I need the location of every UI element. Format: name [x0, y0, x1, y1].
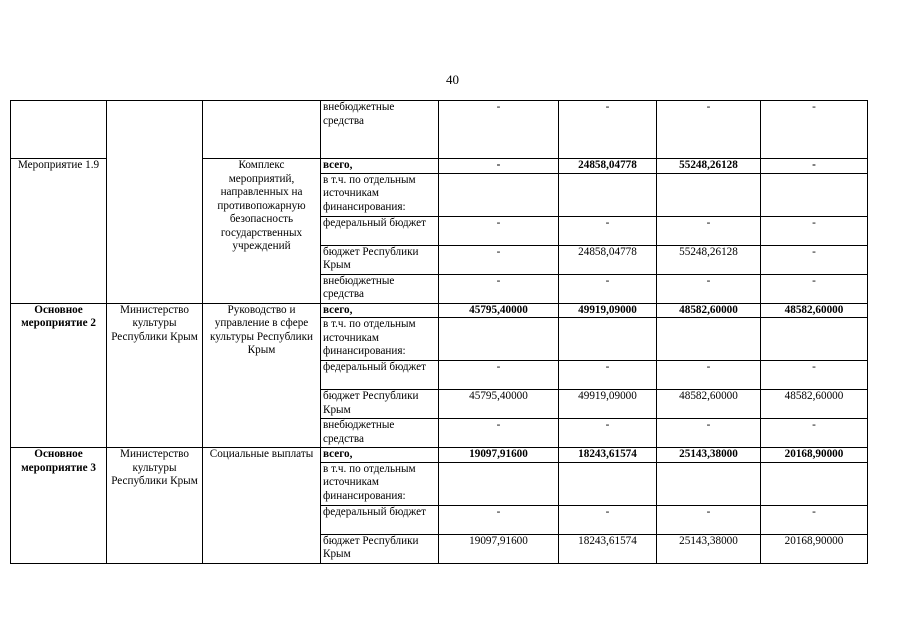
- source-cell: в т.ч. по отдельным источникам финансирования:: [321, 318, 439, 361]
- value-cell: 48582,60000: [657, 390, 761, 419]
- source-cell: всего,: [321, 303, 439, 318]
- source-cell: бюджет Республики Крым: [321, 534, 439, 563]
- value-cell: -: [657, 101, 761, 159]
- value-cell: [657, 318, 761, 361]
- source-cell: внебюджетные средства: [321, 274, 439, 303]
- description-cell: [203, 101, 321, 159]
- value-cell: -: [439, 361, 559, 390]
- source-cell: федеральный бюджет: [321, 216, 439, 245]
- event-name-cell: Мероприятие 1.9: [11, 159, 107, 304]
- value-cell: -: [439, 101, 559, 159]
- source-cell: всего,: [321, 448, 439, 463]
- source-cell: внебюджетные средства: [321, 419, 439, 448]
- value-cell: -: [559, 419, 657, 448]
- value-cell: 48582,60000: [657, 303, 761, 318]
- table-row: [11, 101, 868, 159]
- value-cell: 45795,40000: [439, 303, 559, 318]
- source-cell: бюджет Республики Крым: [321, 245, 439, 274]
- source-cell: федеральный бюджет: [321, 361, 439, 390]
- value-cell: 20168,90000: [761, 448, 868, 463]
- table-row: [11, 448, 868, 463]
- value-cell: 20168,90000: [761, 534, 868, 563]
- value-cell: [657, 462, 761, 505]
- value-cell: -: [657, 216, 761, 245]
- value-cell: -: [559, 505, 657, 534]
- value-cell: -: [761, 216, 868, 245]
- value-cell: -: [439, 419, 559, 448]
- value-cell: 48582,60000: [761, 303, 868, 318]
- value-cell: -: [657, 419, 761, 448]
- executor-cell: Министерство культуры Республики Крым: [107, 303, 203, 448]
- value-cell: -: [559, 101, 657, 159]
- value-cell: [559, 173, 657, 216]
- value-cell: [439, 462, 559, 505]
- value-cell: 55248,26128: [657, 159, 761, 174]
- value-cell: -: [761, 361, 868, 390]
- value-cell: [439, 173, 559, 216]
- value-cell: -: [761, 101, 868, 159]
- value-cell: 24858,04778: [559, 245, 657, 274]
- value-cell: -: [559, 361, 657, 390]
- event-name-cell: Основное мероприятие 2: [11, 303, 107, 448]
- value-cell: -: [439, 159, 559, 174]
- page-number: 40: [446, 72, 459, 87]
- value-cell: -: [657, 274, 761, 303]
- value-cell: [761, 173, 868, 216]
- value-cell: -: [657, 505, 761, 534]
- value-cell: -: [761, 245, 868, 274]
- value-cell: -: [761, 419, 868, 448]
- value-cell: 48582,60000: [761, 390, 868, 419]
- value-cell: [439, 318, 559, 361]
- value-cell: 25143,38000: [657, 534, 761, 563]
- source-cell: бюджет Республики Крым: [321, 390, 439, 419]
- value-cell: [761, 318, 868, 361]
- source-cell: всего,: [321, 159, 439, 174]
- value-cell: -: [439, 245, 559, 274]
- value-cell: [761, 462, 868, 505]
- source-cell: федеральный бюджет: [321, 505, 439, 534]
- table-row: [11, 303, 868, 318]
- value-cell: -: [761, 274, 868, 303]
- source-cell: в т.ч. по отдельным источникам финансирования:: [321, 462, 439, 505]
- executor-cell: [107, 101, 203, 304]
- executor-cell: Министерство культуры Республики Крым: [107, 448, 203, 564]
- value-cell: -: [439, 274, 559, 303]
- value-cell: -: [761, 505, 868, 534]
- budget-table: [10, 100, 868, 564]
- value-cell: 18243,61574: [559, 534, 657, 563]
- description-cell: Социальные выплаты: [203, 448, 321, 564]
- value-cell: -: [657, 361, 761, 390]
- value-cell: 45795,40000: [439, 390, 559, 419]
- value-cell: -: [559, 216, 657, 245]
- value-cell: -: [761, 159, 868, 174]
- description-cell: Руководство и управление в сфере культуры Республики Крым: [203, 303, 321, 448]
- value-cell: [657, 173, 761, 216]
- value-cell: 24858,04778: [559, 159, 657, 174]
- event-name-cell: [11, 101, 107, 159]
- value-cell: 49919,09000: [559, 303, 657, 318]
- value-cell: 19097,91600: [439, 448, 559, 463]
- value-cell: 18243,61574: [559, 448, 657, 463]
- value-cell: -: [559, 274, 657, 303]
- value-cell: -: [439, 216, 559, 245]
- description-cell: Комплекс мероприятий, направленных на противопожарную безопасность государственных учреждений: [203, 159, 321, 304]
- source-cell: внебюджетные средства: [321, 101, 439, 159]
- source-cell: в т.ч. по отдельным источникам финансирования:: [321, 173, 439, 216]
- value-cell: 55248,26128: [657, 245, 761, 274]
- value-cell: [559, 462, 657, 505]
- event-name-cell: Основное мероприятие 3: [11, 448, 107, 564]
- value-cell: 19097,91600: [439, 534, 559, 563]
- value-cell: 25143,38000: [657, 448, 761, 463]
- value-cell: [559, 318, 657, 361]
- value-cell: -: [439, 505, 559, 534]
- value-cell: 49919,09000: [559, 390, 657, 419]
